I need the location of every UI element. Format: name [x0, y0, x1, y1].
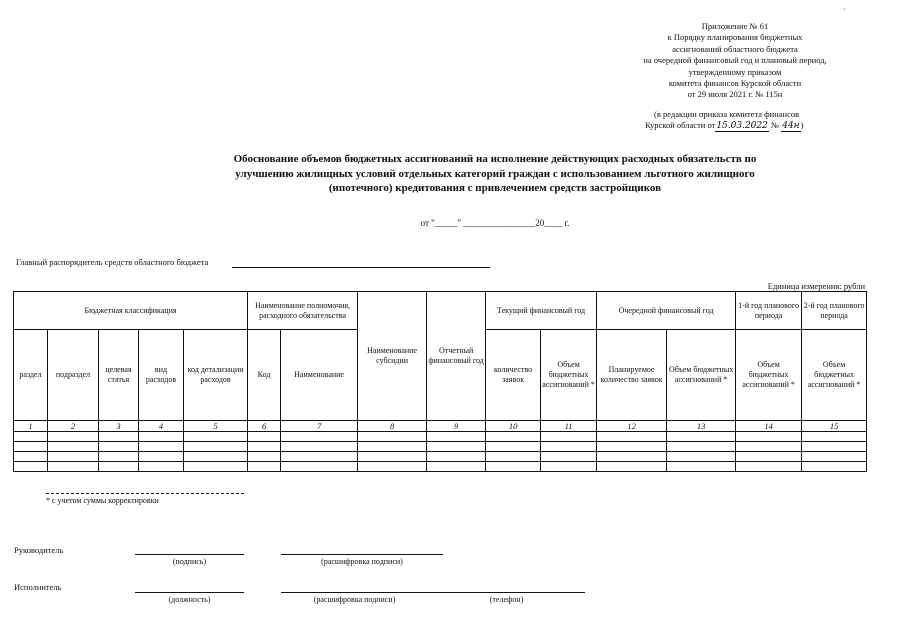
table-cell[interactable]: [427, 462, 486, 472]
table-cell[interactable]: [667, 452, 736, 462]
table-cell[interactable]: [139, 452, 184, 462]
table-row: [14, 432, 867, 442]
header-expense-type: вид расходов: [139, 330, 184, 421]
appendix-line: Приложение № 61: [701, 21, 769, 31]
column-number: 13: [667, 421, 736, 432]
edition-date: 15.03.2022: [716, 121, 768, 131]
table-cell[interactable]: [667, 442, 736, 452]
table-cell[interactable]: [736, 452, 802, 462]
head-signature-field[interactable]: [135, 554, 244, 555]
column-number: 2: [48, 421, 99, 432]
main-manager-field[interactable]: [232, 267, 490, 268]
executor-label: Исполнитель: [14, 582, 62, 592]
table-cell[interactable]: [281, 432, 358, 442]
edition-prefix: Курской области от: [645, 120, 716, 130]
edition-line-2: [645, 120, 885, 132]
document-title: [200, 152, 790, 196]
edition-suffix: ): [800, 120, 804, 130]
table-cell[interactable]: [248, 442, 281, 452]
column-number: 6: [248, 421, 281, 432]
table-cell[interactable]: [281, 462, 358, 472]
title-line: улучшению жилищных условий отдельных категорий граждан с использованием льготного жилищного: [235, 167, 755, 180]
table-cell[interactable]: [736, 462, 802, 472]
header-plan-year-1: 1-й год планового периода: [736, 292, 802, 330]
table-cell[interactable]: [486, 432, 541, 442]
table-row: [14, 452, 867, 462]
table-cell[interactable]: [667, 432, 736, 442]
table-cell[interactable]: [184, 442, 248, 452]
header-report-year: Отчетный финансовый год: [427, 292, 486, 421]
header-planned-applications: Планируемое количество заявок: [597, 330, 667, 421]
table-cell[interactable]: [48, 452, 99, 462]
table-cell[interactable]: [486, 462, 541, 472]
table-cell[interactable]: [736, 432, 802, 442]
table-cell[interactable]: [667, 462, 736, 472]
column-number: 10: [486, 421, 541, 432]
table-cell[interactable]: [802, 452, 867, 462]
table-cell[interactable]: [486, 442, 541, 452]
head-decode-caption: (расшифровка подписи): [321, 557, 403, 566]
table-cell[interactable]: [541, 452, 597, 462]
table-cell[interactable]: [248, 452, 281, 462]
date-line: от "_____" ________________20____ г.: [420, 218, 570, 228]
header-expense-detail: код детализации расходов: [184, 330, 248, 421]
table-row: [14, 442, 867, 452]
table-cell[interactable]: [541, 432, 597, 442]
table-cell[interactable]: [48, 442, 99, 452]
table-cell[interactable]: [14, 462, 48, 472]
footnote-divider: [46, 493, 244, 494]
appendix-line: комитета финансов Курской области: [668, 78, 802, 89]
header-plan-year-2: 2-й год планового периода: [802, 292, 867, 330]
appendix-line: ассигнований областного бюджета: [672, 43, 798, 54]
table-cell[interactable]: [358, 462, 427, 472]
table-cell[interactable]: [358, 432, 427, 442]
column-number: 12: [597, 421, 667, 432]
table-cell[interactable]: [802, 442, 867, 452]
header-name: Наименование: [281, 330, 358, 421]
table-cell[interactable]: [99, 452, 139, 462]
table-cell[interactable]: [541, 462, 597, 472]
header-budget-volume: Объем бюджетных ассигнований *: [541, 330, 597, 421]
head-signature-caption: (подпись): [172, 557, 207, 566]
table-cell[interactable]: [184, 462, 248, 472]
column-number: 11: [541, 421, 597, 432]
executor-position-field[interactable]: [135, 592, 244, 593]
footnote: * с учетом суммы корректировки: [46, 496, 159, 505]
column-number: 5: [184, 421, 248, 432]
column-number: 15: [802, 421, 867, 432]
table-cell[interactable]: [14, 452, 48, 462]
table-cell[interactable]: [48, 462, 99, 472]
table-cell[interactable]: [99, 432, 139, 442]
title-line: (ипотечного) кредитования с привлечением средств застройщиков: [328, 182, 662, 194]
table-cell[interactable]: [802, 432, 867, 442]
edition-line: (в редакции приказа комитета финансов: [654, 109, 800, 119]
header-subsidy-name: Наименование субсидии: [358, 292, 427, 421]
table-cell[interactable]: [99, 462, 139, 472]
header-applications-count: количество заявок: [486, 330, 541, 421]
table-cell[interactable]: [597, 452, 667, 462]
column-number: 1: [14, 421, 48, 432]
executor-phone-caption: (телефон): [489, 595, 524, 604]
table-cell[interactable]: [427, 442, 486, 452]
appendix-line: от 29 июля 2021 г. № 115н: [687, 89, 783, 100]
table-cell[interactable]: [99, 442, 139, 452]
table-cell[interactable]: [281, 452, 358, 462]
column-number: 3: [99, 421, 139, 432]
executor-phone-field[interactable]: [428, 592, 585, 593]
table-cell[interactable]: [184, 432, 248, 442]
edition-note: [645, 109, 885, 132]
edition-number-label: №: [770, 120, 780, 130]
appendix-line: к Порядку планирования бюджетных: [667, 32, 803, 43]
table-cell[interactable]: [248, 432, 281, 442]
table-cell[interactable]: [736, 442, 802, 452]
unit-label: Единица измерения: рубли: [767, 281, 865, 291]
appendix-line: на очередной финансовый год и плановый период,: [643, 55, 827, 66]
table-cell[interactable]: [358, 452, 427, 462]
table-cell[interactable]: [427, 452, 486, 462]
header-code: Код: [248, 330, 281, 421]
table-cell[interactable]: [14, 432, 48, 442]
appendix-block: [600, 21, 870, 101]
header-budget-volume-plan1: Объем бюджетных ассигнований *: [736, 330, 802, 421]
head-label: Руководитель: [14, 545, 64, 555]
table-cell[interactable]: [541, 442, 597, 452]
table-cell[interactable]: [358, 442, 427, 452]
table-row: [14, 462, 867, 472]
table-cell[interactable]: [139, 432, 184, 442]
executor-decode-caption: (расшифровка подписи): [313, 595, 396, 604]
column-number-row: [14, 421, 867, 432]
table-cell[interactable]: [14, 442, 48, 452]
table-cell[interactable]: [48, 432, 99, 442]
table-cell[interactable]: [184, 452, 248, 462]
table-cell[interactable]: [597, 462, 667, 472]
column-number: 8: [358, 421, 427, 432]
corner-mark: ·: [843, 5, 846, 14]
header-next-year: Очередной финансовый год: [597, 292, 736, 330]
header-authority: Наименование полномочия, расходного обязательства: [248, 292, 358, 330]
justification-table: [13, 291, 867, 472]
table-cell[interactable]: [597, 432, 667, 442]
header-budget-volume-next: Объем бюджетных ассигнований *: [667, 330, 736, 421]
executor-decode-field[interactable]: [281, 592, 428, 593]
edition-number: 44н: [782, 121, 800, 131]
header-current-year: Текущий финансовый год: [486, 292, 597, 330]
table-cell[interactable]: [486, 452, 541, 462]
head-decode-field[interactable]: [281, 554, 443, 555]
executor-position-caption: (должность): [168, 595, 211, 604]
header-budget-classification: Бюджетная классификация: [14, 292, 248, 330]
table-cell[interactable]: [281, 442, 358, 452]
table-cell[interactable]: [802, 462, 867, 472]
column-number: 9: [427, 421, 486, 432]
column-number: 14: [736, 421, 802, 432]
header-subsection: подраздел: [48, 330, 99, 421]
table-cell[interactable]: [139, 462, 184, 472]
header-target-item: целевая статья: [99, 330, 139, 421]
column-number: 7: [281, 421, 358, 432]
table-cell[interactable]: [427, 432, 486, 442]
header-section: раздел: [14, 330, 48, 421]
column-number: 4: [139, 421, 184, 432]
appendix-line: утвержденному приказом: [688, 66, 782, 77]
table-cell[interactable]: [248, 462, 281, 472]
header-budget-volume-plan2: Объем бюджетных ассигнований *: [802, 330, 867, 421]
title-line: Обоснование объемов бюджетных ассигнований на исполнение действующих расходных обязательств по: [233, 153, 757, 165]
main-manager-label: Главный распорядитель средств областного бюджета: [16, 257, 209, 267]
table-cell[interactable]: [139, 442, 184, 452]
table-cell[interactable]: [597, 442, 667, 452]
